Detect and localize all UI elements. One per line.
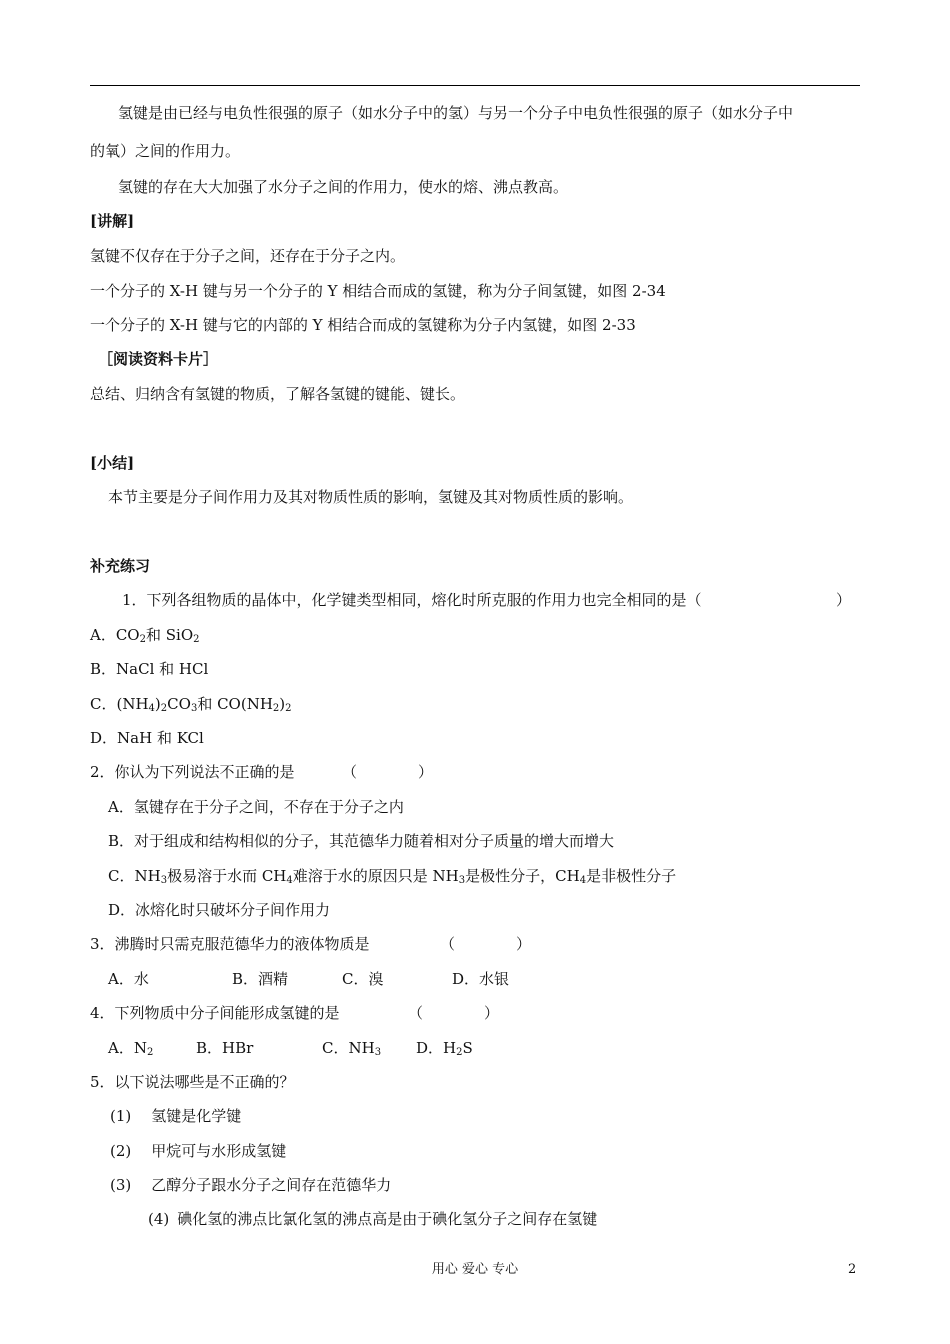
question-3-open-paren: （ [440, 935, 456, 953]
paragraph-line: 一个分子的 X-H 键与另一个分子的 Y 相结合而成的氢键，称为分子间氢键，如图 2-34 [90, 282, 666, 300]
question-4-option-c: C．$NH_3$ [322, 1039, 382, 1058]
section-heading-exercise: 补充练习 [90, 557, 151, 575]
question-2-option-b: B．对于组成和结构相似的分子，其范德华力随着相对分子质量的增大而增大 [108, 832, 615, 850]
question-3-stem: 3．沸腾时只需克服范德华力的液体物质是 [90, 935, 370, 953]
question-2-option-c: C．$NH_3$极易溶于水而 $CH_4$难溶于水的原因只是 $NH_3$是极性分子，$CH_4$是非极性分子 [108, 867, 677, 886]
question-3-option-d: D．水银 [452, 970, 510, 988]
question-4-option-d: D．$H_2S$ [416, 1039, 473, 1058]
question-5-item-1: (1) 氢键是化学键 [110, 1107, 242, 1125]
question-3-close-paren: ） [516, 935, 532, 953]
paragraph-line: 氢键是由已经与电负性很强的原子（如水分子中的氢）与另一个分子中电负性很强的原子（如水分子中 [118, 104, 794, 122]
footer-motto: 用心 爱心 专心 [431, 1262, 519, 1277]
question-4-option-a: A．$N_2$ [108, 1039, 154, 1058]
question-5-item-2: (2) 甲烷可与水形成氢键 [110, 1142, 287, 1160]
paragraph-line: 总结、归纳含有氢键的物质，了解各氢键的键能、键长。 [90, 385, 466, 403]
question-3-option-b: B．酒精 [232, 970, 289, 988]
question-2-stem: 2．你认为下列说法不正确的是 [90, 763, 295, 781]
question-1-option-a: A．$CO_2$和 SiO$_2$ [90, 626, 200, 645]
question-5-stem: 5．以下说法哪些是不正确的？ [90, 1073, 295, 1091]
question-1-stem: 1．下列各组物质的晶体中，化学键类型相同，熔化时所克服的作用力也完全相同的是（ [122, 591, 702, 609]
question-3-option-c: C．溴 [342, 970, 384, 988]
question-5-item-3: (3) 乙醇分子跟水分子之间存在范德华力 [110, 1176, 392, 1194]
paragraph-line: 氢键不仅存在于分子之间，还存在于分子之内。 [90, 247, 406, 265]
question-1-option-d: D．NaH 和 KCl [90, 729, 204, 747]
header-rule [90, 85, 860, 86]
question-3-option-a: A．水 [108, 970, 149, 988]
section-heading-reading-card: ［阅读资料卡片］ [98, 350, 219, 368]
question-4-stem: 4．下列物质中分子间能形成氢键的是 [90, 1004, 340, 1022]
question-4-option-b: B．HBr [196, 1039, 254, 1057]
question-2-option-a: A．氢键存在于分子之间，不存在于分子之内 [108, 798, 404, 816]
question-1-option-b: B．NaCl 和 HCl [90, 660, 209, 678]
question-2-open-paren: （ [342, 763, 358, 781]
question-4-close-paren: ） [484, 1004, 500, 1022]
question-2-option-d: D．冰熔化时只破坏分子间作用力 [108, 901, 331, 919]
question-1-close-paren: ） [836, 591, 852, 609]
paragraph-line: 一个分子的 X-H 键与它的内部的 Y 相结合而成的氢键称为分子内氢键，如图 2-33 [90, 316, 636, 334]
section-heading-summary: [小结] [90, 454, 135, 472]
section-heading-jiangjie: [讲解] [90, 212, 135, 230]
page-number: 2 [848, 1262, 857, 1277]
paragraph-line: 氢键的存在大大加强了水分子之间的作用力，使水的熔、沸点教高。 [118, 178, 569, 196]
paragraph-line: 本节主要是分子间作用力及其对物质性质的影响，氢键及其对物质性质的影响。 [108, 488, 634, 506]
paragraph-line: 的氧）之间的作用力。 [90, 142, 241, 160]
question-1-option-c: C．$(NH_4)_2CO_3$和 $CO(NH_2)_2$ [90, 695, 292, 714]
question-2-close-paren: ） [418, 763, 434, 781]
question-5-item-4: (4) 碘化氢的沸点比氯化氢的沸点高是由于碘化氢分子之间存在氢键 [148, 1210, 598, 1228]
question-4-open-paren: （ [408, 1004, 424, 1022]
